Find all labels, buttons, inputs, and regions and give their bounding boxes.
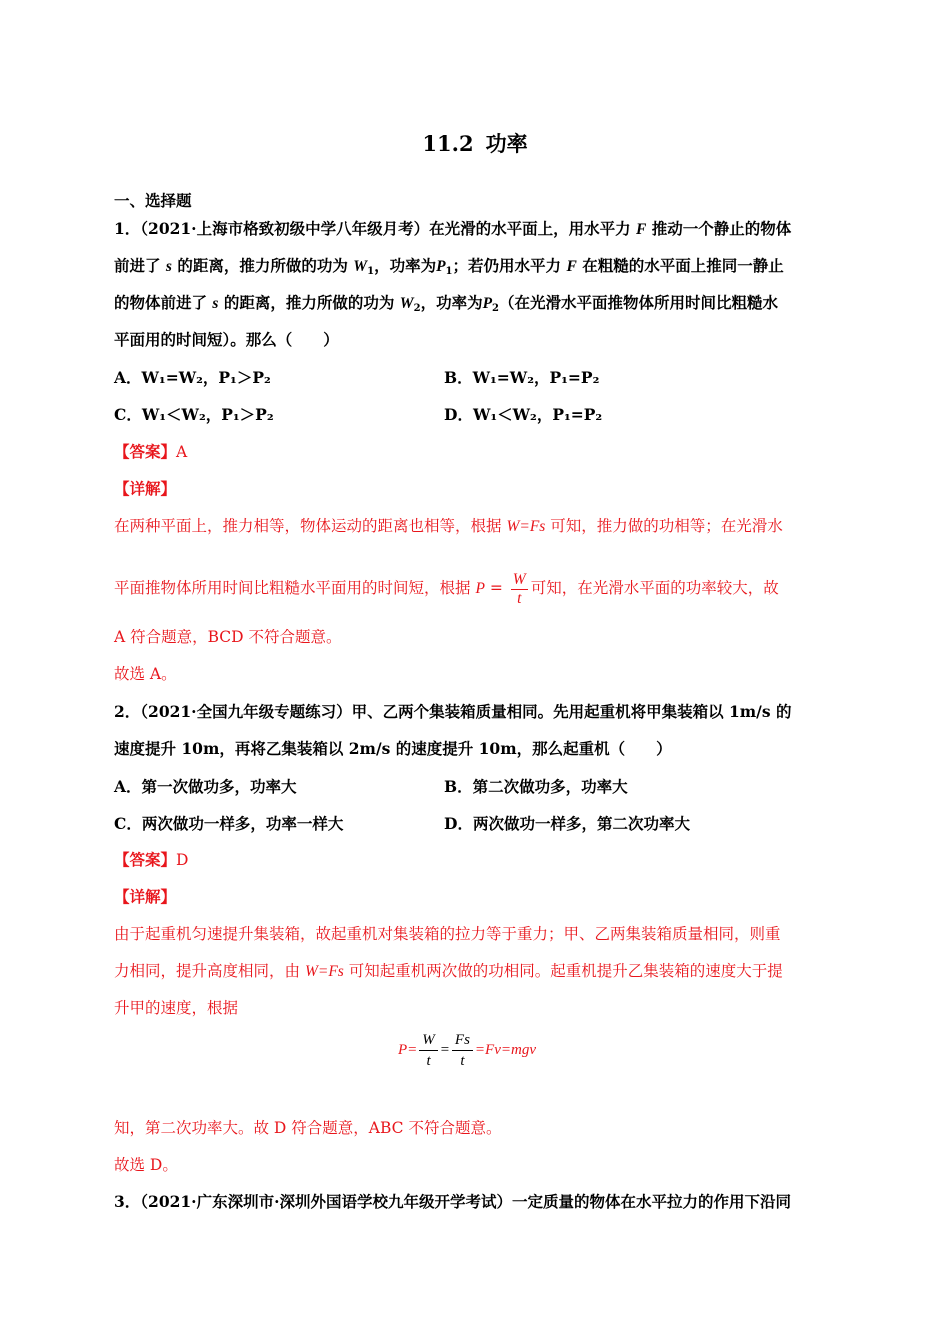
- q1-option-c: C．W₁＜W₂，P₁＞P₂: [114, 405, 274, 424]
- q2-answer: 【答案】D: [114, 850, 189, 869]
- q2-option-d: D．两次做功一样多，第二次功率大: [444, 814, 690, 833]
- q2-detail-line-3: 升甲的速度，根据: [114, 999, 239, 1017]
- q1-option-d: D．W₁＜W₂，P₁=P₂: [444, 405, 603, 424]
- q2-option-a: A．第一次做功多，功率大: [114, 777, 297, 796]
- q2-detail-line-5: 知，第二次功率大。故 D 符合题意，ABC 不符合题意。: [114, 1119, 502, 1137]
- q1-line-1: 1．（2021·上海市格致初级中学八年级月考）在光滑的水平面上，用水平力 F 推动一个静止的物体: [114, 219, 792, 238]
- q1-line-2: 前进了 s 的距离，推力所做的功为 $W_1$，功率为$P_1$；若仍用水平力 F 在粗糙的水平面上推同一静止: [114, 256, 784, 277]
- q2-detail-line-1: 由于起重机匀速提升集装箱，故起重机对集装箱的拉力等于重力；甲、乙两集装箱质量相同，则重: [114, 925, 781, 943]
- q1-line-3: 的物体前进了 s 的距离，推力所做的功为 $W_2$，功率为$P_2$（在光滑水平面推物体所用时间比粗糙水: [114, 293, 779, 314]
- q2-option-c: C．两次做功一样多，功率一样大: [114, 814, 344, 833]
- q1-answer: 【答案】A: [114, 442, 188, 461]
- q1-option-a: A．W₁=W₂，P₁＞P₂: [114, 368, 271, 387]
- page-title: 11.2 功率: [422, 131, 528, 156]
- q1-detail-label: 【详解】: [114, 479, 177, 498]
- q2-conclusion: 故选 D。: [114, 1156, 178, 1174]
- q2-detail-label: 【详解】: [114, 887, 177, 906]
- q2-detail-line-2: 力相同，提升高度相同，由 W=Fs 可知起重机两次做的功相同。起重机提升乙集装箱的速度大于提: [114, 962, 783, 980]
- q2-option-b: B．第二次做功多，功率大: [444, 777, 628, 796]
- q1-detail-line-3: A 符合题意，BCD 不符合题意。: [114, 628, 342, 646]
- q1-detail-line-2: 平面推物体所用时间比粗糙水平面用的时间短，根据 P = $\frac{W}{t}$ 可知，在光滑水平面的功率较大，故: [114, 570, 779, 607]
- power-formula: P= $\frac{W}{t}$ = $\frac{Fs}{t}$ =Fv=mgv: [398, 1032, 536, 1069]
- q3-line-1: 3．（2021·广东深圳市·深圳外国语学校九年级开学考试）一定质量的物体在水平拉力的作用下沿同: [114, 1192, 791, 1211]
- q1-conclusion: 故选 A。: [114, 665, 177, 683]
- section-heading: 一、选择题: [114, 191, 192, 210]
- q2-line-2: 速度提升 10m，再将乙集装箱以 2m/s 的速度提升 10m，那么起重机（ ）: [114, 739, 672, 758]
- power-fraction: $\frac{W}{t}$: [512, 570, 526, 607]
- q1-detail-line-1: 在两种平面上，推力相等，物体运动的距离也相等，根据 W=Fs 可知，推力做的功相等；在光滑水: [114, 517, 783, 535]
- q1-line-4: 平面用的时间短）。那么（ ）: [114, 330, 339, 349]
- q1-option-b: B．W₁=W₂，P₁=P₂: [444, 368, 600, 387]
- q2-line-1: 2．（2021·全国九年级专题练习）甲、乙两个集装箱质量相同。先用起重机将甲集装箱以 1m/s 的: [114, 702, 792, 721]
